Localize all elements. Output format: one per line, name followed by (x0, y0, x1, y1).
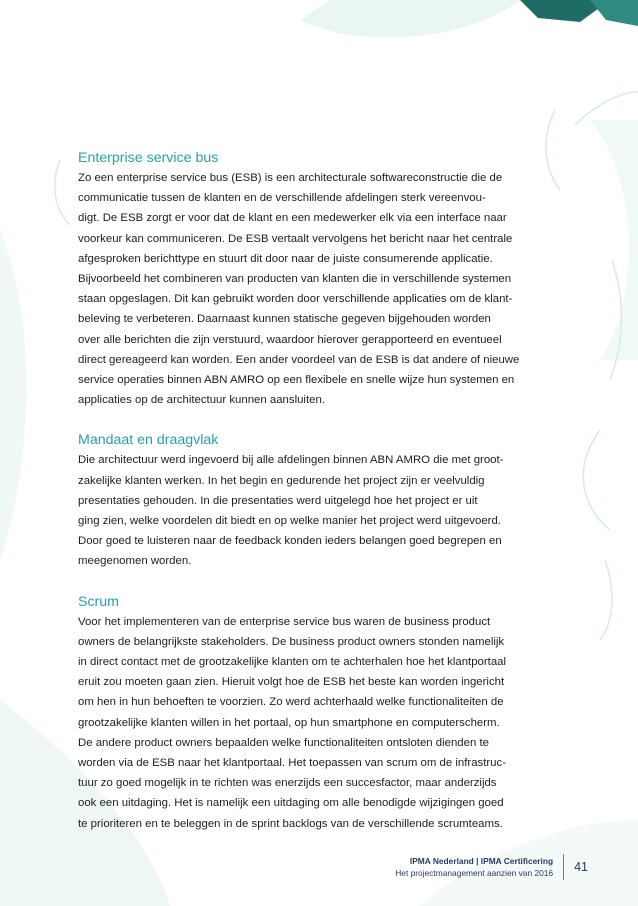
text-line: staan opgeslagen. Dit kan gebruikt worden door verschillende applicaties om de klant- (78, 293, 513, 306)
section-scrum (78, 592, 566, 834)
corner-tab-teal (590, 0, 638, 26)
text-line: applicaties op de architectuur kunnen aansluiten. (78, 394, 325, 407)
text-line: presentaties gehouden. In die presentaties werd uitgelegd hoe het project er uit (78, 494, 478, 507)
text-line: afgesproken berichttype en stuurt dit door naar de juiste consumerende applicatie. (78, 252, 493, 265)
section-heading: Mandaat en draagvlak (78, 432, 219, 449)
footer-divider (563, 854, 564, 880)
text-line: grootzakelijke klanten willen in het portaal, op hun smartphone en computerscherm. (78, 716, 500, 729)
section-mandaat-en-draagvlak (78, 430, 566, 571)
footer-title: IPMA Nederland | IPMA Certificering (409, 856, 554, 866)
swirl-shape-right (590, 120, 638, 360)
page-footer (395, 854, 588, 880)
text-line: communicatie tussen de klanten en de verschillende afdelingen sterk vereenvou- (78, 192, 486, 205)
text-line: ook een uitdaging. Het is namelijk een uitdaging om alle benodigde wijzigingen goed (78, 797, 504, 810)
text-line: in direct contact met de grootzakelijke klanten om te achterhalen hoe het klantportaal (78, 656, 507, 669)
text-line: De andere product owners bepaalden welke functionaliteiten ontsloten dienden te (78, 736, 489, 749)
page-number: 41 (574, 860, 588, 874)
text-line: te prioriteren en te beleggen in de sprint backlogs van de verschillende scrumteams. (78, 817, 503, 830)
text-line: om hen in hun behoeften te voorzien. Zo werd achterhaald welke functionaliteiten de (78, 696, 504, 709)
text-line: Die architectuur werd ingevoerd bij alle afdelingen binnen ABN AMRO die met groot- (78, 454, 504, 467)
footer-text-block (395, 855, 563, 879)
text-line: Zo een enterprise service bus (ESB) is een architecturale softwareconstructie die de (78, 172, 503, 184)
section-paragraph (78, 168, 566, 410)
text-line: eruit zou moeten gaan zien. Hieruit volgt hoe de ESB het beste kan worden ingericht (78, 676, 505, 689)
text-line: worden via de ESB naar het klantportaal. Het toepassen van scrum om de infrastruc- (78, 757, 506, 770)
section-heading: Enterprise service bus (78, 150, 219, 166)
section-enterprise-service-bus (78, 148, 566, 410)
text-line: ging zien, welke voordelen dit biedt en op welke manier het project werd uitgevoerd. (78, 515, 501, 528)
text-line: voorkeur kan communiceren. De ESB vertaalt vervolgens het bericht naar het centrale (78, 232, 513, 245)
section-paragraph (78, 612, 566, 834)
text-line: tuur zo goed mogelijk in te richten was enerzijds een succesfactor, maar anderzijds (78, 777, 497, 790)
text-line: Voor het implementeren van de enterprise service bus waren de business product (78, 615, 491, 628)
swirl-shape-left (0, 230, 26, 560)
outline-curve-5 (600, 560, 612, 640)
text-line: Bijvoorbeeld het combineren van producten van klanten die in verschillende systemen (78, 273, 512, 286)
article-body (78, 148, 566, 834)
text-line: digt. De ESB zorgt er voor dat de klant en een medewerker elk via een interface naar (78, 212, 507, 225)
text-line: zakelijke klanten werken. In het begin en gedurende het project zijn er veelvuldig (78, 474, 485, 487)
footer-subtitle: Het projectmanagement aanzien van 2016 (395, 868, 554, 878)
text-line: meegenomen worden. (78, 555, 192, 568)
swirl-shape-top (300, 0, 520, 37)
text-line: beleving te verbeteren. Daarnaast kunnen statische gegeven bijgehouden worden (78, 313, 491, 326)
outline-curve-6 (55, 160, 70, 225)
text-line: owners de belangrijkste stakeholders. De business product owners stonden namelijk (78, 635, 505, 648)
text-line: Door goed te luisteren naar de feedback konden ieders belangen goed begrepen en (78, 535, 502, 548)
outline-curve-4 (583, 430, 610, 530)
text-line: direct gereageerd kan worden. Een ander voordeel van de ESB is dat andere of nieuwe (78, 353, 520, 366)
section-heading: Scrum (78, 593, 119, 610)
section-paragraph (78, 450, 566, 571)
text-line: over alle berichten die zijn verstuurd, waardoor hierover gerapporteerd en eventueel (78, 333, 502, 346)
text-line: service operaties binnen ABN AMRO op een flexibele en snelle wijze hun systemen en (78, 374, 515, 387)
